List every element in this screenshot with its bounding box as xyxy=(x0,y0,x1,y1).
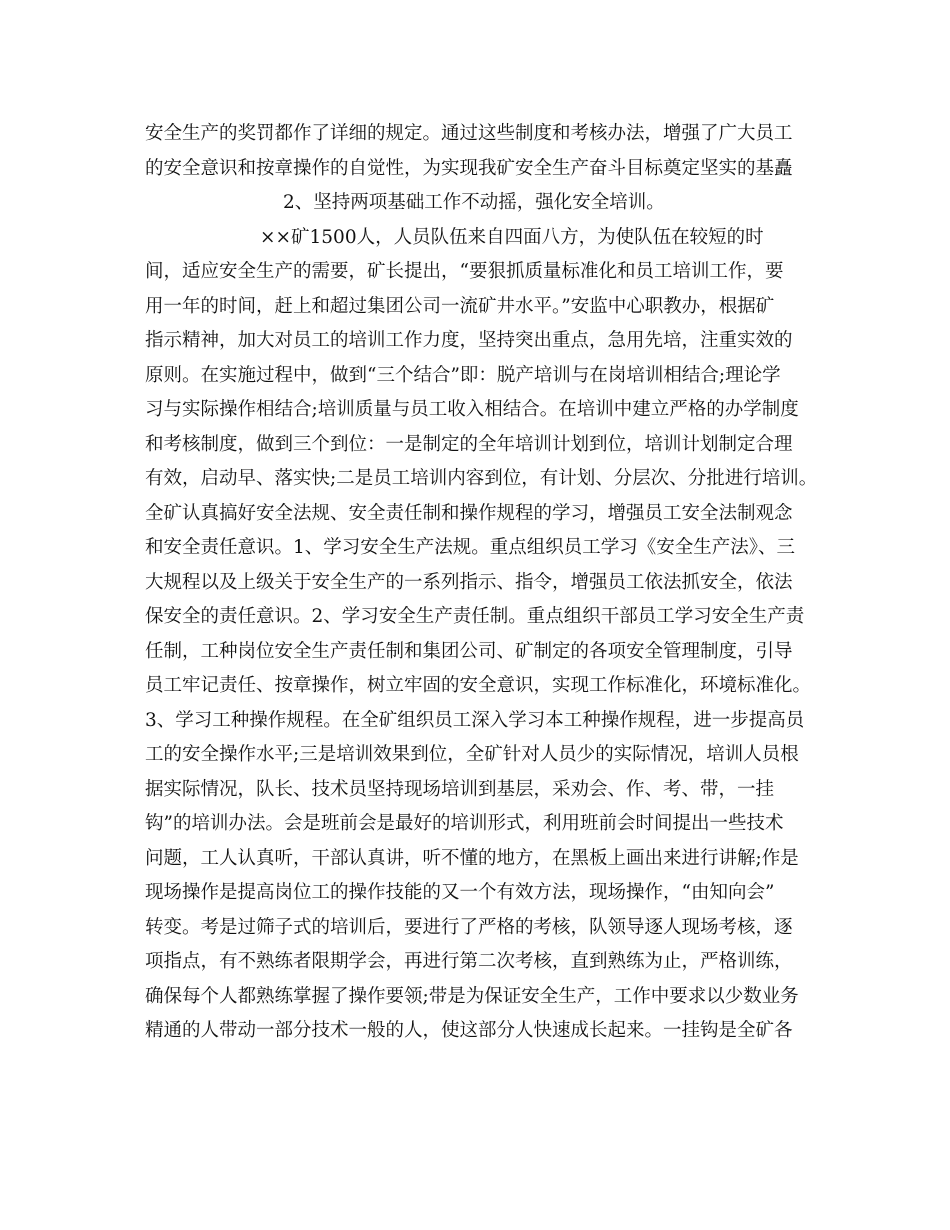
text-line: 习与实际操作相结合;培训质量与员工收入相结合。在培训中建立严格的办学制度 xyxy=(145,399,799,420)
text-line: 确保每个人都熟练掌握了操作要领;带是为保证安全生产，工作中要求以少数业务 xyxy=(145,985,799,1007)
text-line: 指示精神，加大对员工的培训工作力度，坚持突出重点，急用先培，注重实效的 xyxy=(145,330,793,351)
text-line: 和考核制度，做到三个到位：一是制定的全年培训计划到位，培训计划制定合理 xyxy=(145,433,793,455)
text-line: 用一年的时间，赶上和超过集团公司一流矿井水平。”安监中心职教办，根据矿 xyxy=(145,295,775,317)
text-line: 据实际情况，队长、技术员坚持现场培训到基层，采劝会、作、考、带，一挂 xyxy=(145,778,775,800)
text-line: 和安全责任意识。1、学习安全生产法规。重点组织员工学习《安全生产法》、三 xyxy=(145,537,796,558)
text-line: 3、学习工种操作规程。在全矿组织员工深入学习本工种操作规程，进一步提高员 xyxy=(145,709,805,731)
text-line: 精通的人带动一部分技术一般的人，使这部分人快速成长起来。一挂钩是全矿各 xyxy=(145,1020,793,1041)
text-line: 安全生产的奖罚都作了详细的规定。通过这些制度和考核办法，增强了广大员工 xyxy=(145,123,793,144)
text-line: 转变。考是过筛子式的培训后，要进行了严格的考核，队领导逐人现场考核，逐 xyxy=(145,916,793,938)
text-line: 项指点，有不熟练者限期学会，再进行第二次考核，直到熟练为止，严格训练， xyxy=(145,951,793,972)
text-line: 钩”的培训办法。会是班前会是最好的培训形式，利用班前会时间提出一些技术 xyxy=(145,813,784,834)
text-line: 的安全意识和按章操作的自觉性，为实现我矿安全生产奋斗目标奠定坚实的基矗 xyxy=(145,157,793,179)
text-line: 间，适应安全生产的需要，矿长提出，“要狠抓质量标准化和员工培训工作，要 xyxy=(145,261,784,282)
text-line: 全矿认真搞好安全法规、安全责任制和操作规程的学习，增强员工安全法制观念 xyxy=(145,502,793,524)
section-heading: 2、坚持两项基础工作不动摇，强化安全培训。 xyxy=(283,192,665,213)
text-line: 员工牢记责任、按章操作，树立牢固的安全意识，实现工作标准化，环境标准化。 xyxy=(145,675,812,696)
text-line: 保安全的责任意识。2、学习安全生产责任制。重点组织干部员工学习安全生产责 xyxy=(145,606,805,627)
paragraph-first-line: ××矿1500人，人员队伍来自四面八方，为使队伍在较短的时 xyxy=(260,226,764,248)
text-line: 大规程以及上级关于安全生产的一系列指示、指令，增强员工依法抓安全，依法 xyxy=(145,571,793,593)
text-line: 问题，工人认真听，干部认真讲，听不懂的地方，在黑板上画出来进行讲解;作是 xyxy=(145,847,799,869)
text-line: 现场操作是提高岗位工的操作技能的又一个有效方法，现场操作，“由知向会” xyxy=(145,882,775,903)
text-line: 任制，工种岗位安全生产责任制和集团公司、矿制定的各项安全管理制度，引导 xyxy=(145,640,793,662)
text-line: 工的安全操作水平;三是培训效果到位，全矿针对人员少的实际情况，培训人员根 xyxy=(145,744,799,765)
body-text xyxy=(145,117,818,1049)
text-line: 原则。在实施过程中，做到“三个结合”即：脱产培训与在岗培训相结合;理论学 xyxy=(145,364,781,386)
text-line: 有效，启动早、落实快;二是员工培训内容到位，有计划、分层次、分批进行培训。 xyxy=(145,468,818,489)
